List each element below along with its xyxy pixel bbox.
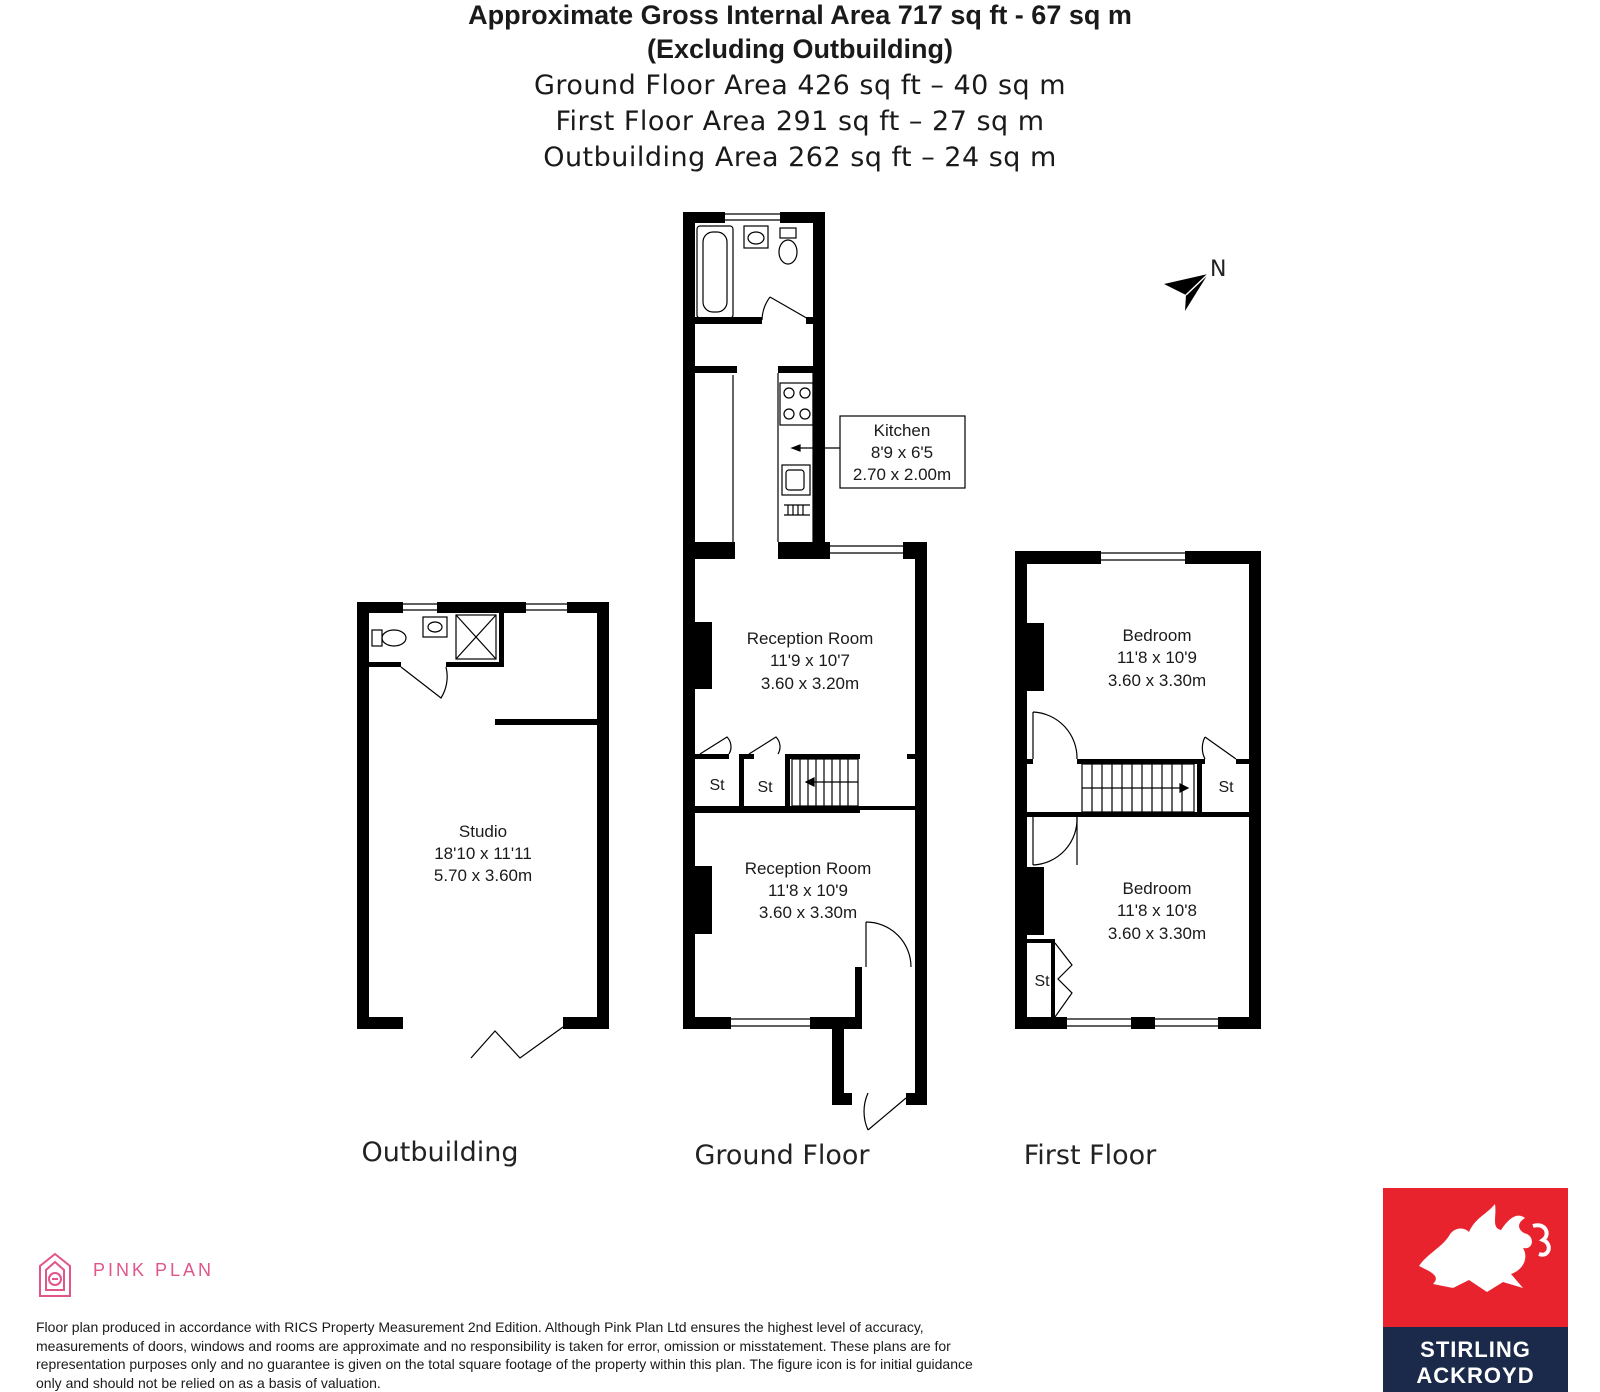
area-title: Approximate Gross Internal Area 717 sq ft - 67 sq m <box>468 0 1132 30</box>
bedroom-front-name: Bedroom <box>1122 879 1192 898</box>
outbuilding-plan <box>357 602 609 1029</box>
ground-floor-fixtures <box>697 214 911 1130</box>
first-floor-label: First Floor <box>1023 1140 1157 1171</box>
reception-front-metric: 3.60 x 3.30m <box>758 903 858 922</box>
store-label-ground-2: St <box>757 779 773 796</box>
bedroom-front-metric: 3.60 x 3.30m <box>1107 924 1207 943</box>
studio-metric: 5.70 x 3.60m <box>433 866 533 885</box>
area-subtitle: (Excluding Outbuilding) <box>647 34 953 64</box>
bedroom-rear-imperial: 11'8 x 10'9 <box>1117 648 1197 667</box>
stirling-ackroyd-logo <box>1383 1188 1568 1392</box>
north-arrow-icon <box>1164 274 1208 311</box>
reception-rear-imperial: 11'9 x 10'7 <box>770 651 850 670</box>
bedroom-rear-metric: 3.60 x 3.30m <box>1107 671 1207 690</box>
reception-front-name: Reception Room <box>744 859 872 878</box>
north-label: N <box>1210 257 1227 282</box>
first-floor-area: First Floor Area 291 sq ft – 27 sq m <box>555 106 1045 137</box>
logo-navy-panel <box>1383 1327 1568 1392</box>
pink-plan-logo-icon <box>40 1254 70 1296</box>
reception-rear-name: Reception Room <box>746 629 874 648</box>
studio-name: Studio <box>458 822 508 841</box>
reception-rear-metric: 3.60 x 3.20m <box>760 674 860 693</box>
disclaimer-text: Floor plan produced in accordance with RICS Property Measurement 2nd Edition. Although Pink Plan Ltd ensures the highest level of accuracy, measurements of doors, windows and rooms are approximate and no responsibility is taken for error, omission or misstatement. These plans are for representation purposes only and no guarantee is given on the total square footage of the property within this plan. The figure icon is for initial guidance only and should not be relied on as a basis of valuation. <box>36 1319 973 1391</box>
pink-plan-brand-name: PINK PLAN <box>93 1260 215 1280</box>
logo-red-panel <box>1383 1188 1568 1327</box>
griffin-icon <box>1383 1188 1568 1327</box>
kitchen-imperial: 8'9 x 6'5 <box>870 443 934 462</box>
store-label-first-2: St <box>1034 973 1050 990</box>
studio-imperial: 18'10 x 11'11 <box>434 844 532 863</box>
kitchen-name: Kitchen <box>873 421 931 440</box>
kitchen-metric: 2.70 x 2.00m <box>852 465 952 484</box>
store-label-first-1: St <box>1218 779 1234 796</box>
ground-floor-label: Ground Floor <box>694 1140 870 1171</box>
ground-floor-area: Ground Floor Area 426 sq ft – 40 sq m <box>533 70 1067 101</box>
reception-front-imperial: 11'8 x 10'9 <box>768 881 848 900</box>
store-label-ground-1: St <box>709 777 725 794</box>
outbuilding-label: Outbuilding <box>361 1137 519 1168</box>
logo-line2: ACKROYD <box>1416 1363 1535 1388</box>
first-floor-fixtures <box>1033 553 1236 1026</box>
bedroom-front-imperial: 11'8 x 10'8 <box>1117 901 1197 920</box>
logo-line1: STIRLING <box>1420 1337 1531 1362</box>
outbuilding-area: Outbuilding Area 262 sq ft – 24 sq m <box>543 142 1057 173</box>
bedroom-rear-name: Bedroom <box>1122 626 1192 645</box>
